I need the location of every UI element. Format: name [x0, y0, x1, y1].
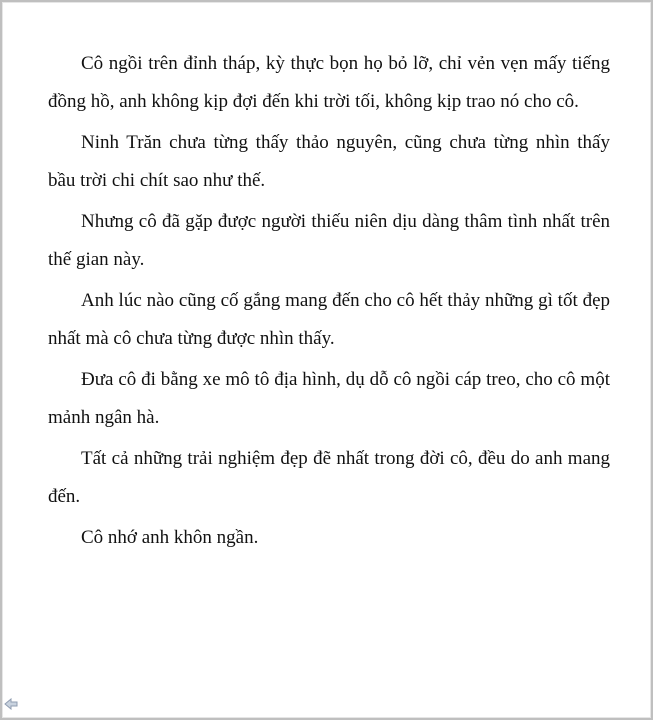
- paragraph-2: Ninh Trăn chưa từng thấy thảo nguyên, cũng chưa từng nhìn thấy bầu trời chi chít sao như thế.: [48, 132, 610, 191]
- paragraph-7: Cô nhớ anh khôn ngần.: [81, 527, 259, 548]
- left-arrow-icon[interactable]: [4, 698, 22, 712]
- paragraph-3: Nhưng cô đã gặp được người thiếu niên dịu dàng thâm tình nhất trên thế gian này.: [48, 211, 610, 270]
- left-arrow-icon-svg: [4, 698, 18, 710]
- paragraph-1: Cô ngồi trên đỉnh tháp, kỳ thực bọn họ bỏ lỡ, chỉ vẻn vẹn mấy tiếng đồng hồ, anh không kịp đợi đến khi trời tối, không kịp trao nó cho cô.: [48, 53, 610, 112]
- document-body: [48, 45, 610, 560]
- paragraph-6: Tất cả những trải nghiệm đẹp đẽ nhất trong đời cô, đều do anh mang đến.: [48, 448, 610, 507]
- paragraph-5: Đưa cô đi bằng xe mô tô địa hình, dụ dỗ cô ngồi cáp treo, cho cô một mảnh ngân hà.: [48, 369, 610, 428]
- paragraph-4: Anh lúc nào cũng cố gắng mang đến cho cô hết thảy những gì tốt đẹp nhất mà cô chưa từng được nhìn thấy.: [48, 290, 610, 349]
